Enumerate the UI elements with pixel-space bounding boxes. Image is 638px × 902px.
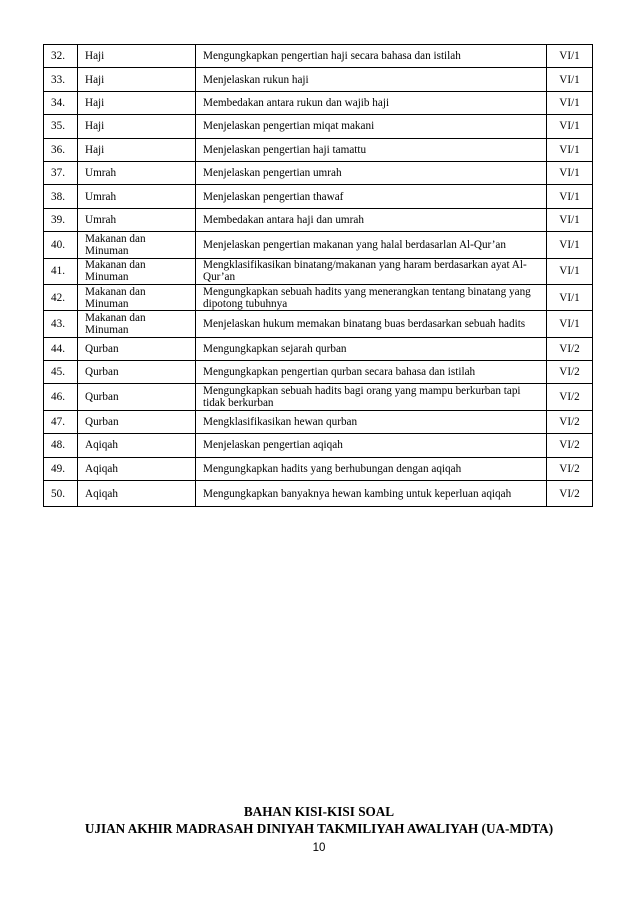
row-topic: Umrah	[78, 185, 196, 208]
table-row	[44, 258, 593, 284]
row-level: VI/1	[547, 115, 593, 138]
row-number: 33.	[44, 68, 78, 91]
row-number: 45.	[44, 361, 78, 384]
row-topic: Makanan dan Minuman	[78, 284, 196, 310]
row-indicator: Mengungkapkan sebuah hadits yang menerangkan tentang binatang yang dipotong tubuhnya	[196, 284, 547, 310]
table-row	[44, 138, 593, 161]
document-subtitle: UJIAN AKHIR MADRASAH DINIYAH TAKMILIYAH AWALIYAH (UA-MDTA)	[84, 821, 554, 836]
row-indicator: Menjelaskan hukum memakan binatang buas berdasarkan sebuah hadits	[196, 311, 547, 337]
row-number: 44.	[44, 337, 78, 360]
row-topic: Umrah	[78, 208, 196, 231]
row-number: 46.	[44, 384, 78, 410]
row-level: VI/2	[547, 410, 593, 433]
table-row	[44, 457, 593, 480]
row-number: 35.	[44, 115, 78, 138]
row-level: VI/2	[547, 384, 593, 410]
row-level: VI/1	[547, 138, 593, 161]
row-topic: Aqiqah	[78, 457, 196, 480]
row-indicator: Mengungkapkan banyaknya hewan kambing untuk keperluan aqiqah	[196, 481, 547, 507]
document-title: BAHAN KISI-KISI SOAL	[243, 804, 395, 819]
table-row	[44, 185, 593, 208]
row-indicator: Mengungkapkan sejarah qurban	[196, 337, 547, 360]
row-indicator: Membedakan antara haji dan umrah	[196, 208, 547, 231]
row-number: 42.	[44, 284, 78, 310]
table-row	[44, 45, 593, 68]
row-level: VI/1	[547, 45, 593, 68]
table-row	[44, 91, 593, 114]
row-indicator: Menjelaskan pengertian miqat makani	[196, 115, 547, 138]
row-level: VI/2	[547, 481, 593, 507]
row-topic: Haji	[78, 91, 196, 114]
row-level: VI/2	[547, 337, 593, 360]
row-level: VI/1	[547, 284, 593, 310]
row-number: 37.	[44, 161, 78, 184]
row-indicator: Menjelaskan pengertian makanan yang halal berdasarlan Al-Qur’an	[196, 232, 547, 258]
row-level: VI/1	[547, 311, 593, 337]
page-number: 10	[312, 842, 326, 854]
row-topic: Makanan dan Minuman	[78, 232, 196, 258]
row-indicator: Mengungkapkan pengertian qurban secara bahasa dan istilah	[196, 361, 547, 384]
row-indicator: Membedakan antara rukun dan wajib haji	[196, 91, 547, 114]
table-row	[44, 311, 593, 337]
table-row	[44, 115, 593, 138]
row-topic: Umrah	[78, 161, 196, 184]
row-topic: Haji	[78, 138, 196, 161]
row-level: VI/2	[547, 457, 593, 480]
row-indicator: Mengklasifikasikan hewan qurban	[196, 410, 547, 433]
table-row	[44, 232, 593, 258]
row-topic: Aqiqah	[78, 481, 196, 507]
table-row	[44, 161, 593, 184]
row-indicator: Menjelaskan pengertian aqiqah	[196, 434, 547, 457]
row-indicator: Mengungkapkan hadits yang berhubungan dengan aqiqah	[196, 457, 547, 480]
row-indicator: Mengungkapkan sebuah hadits bagi orang yang mampu berkurban tapi tidak berkurban	[196, 384, 547, 410]
kisi-kisi-table	[43, 44, 593, 507]
row-number: 49.	[44, 457, 78, 480]
row-number: 40.	[44, 232, 78, 258]
row-level: VI/1	[547, 161, 593, 184]
row-number: 38.	[44, 185, 78, 208]
row-level: VI/1	[547, 258, 593, 284]
row-number: 48.	[44, 434, 78, 457]
table-row	[44, 410, 593, 433]
table-row	[44, 361, 593, 384]
row-number: 47.	[44, 410, 78, 433]
row-topic: Qurban	[78, 384, 196, 410]
row-topic: Qurban	[78, 337, 196, 360]
row-topic: Qurban	[78, 361, 196, 384]
row-level: VI/2	[547, 434, 593, 457]
row-number: 36.	[44, 138, 78, 161]
row-number: 32.	[44, 45, 78, 68]
row-topic: Haji	[78, 68, 196, 91]
row-topic: Haji	[78, 115, 196, 138]
table-row	[44, 284, 593, 310]
row-number: 34.	[44, 91, 78, 114]
row-indicator: Mengungkapkan pengertian haji secara bahasa dan istilah	[196, 45, 547, 68]
table-row	[44, 68, 593, 91]
table-row	[44, 208, 593, 231]
table-row	[44, 337, 593, 360]
row-topic: Makanan dan Minuman	[78, 311, 196, 337]
row-level: VI/2	[547, 361, 593, 384]
row-level: VI/1	[547, 185, 593, 208]
row-indicator: Menjelaskan rukun haji	[196, 68, 547, 91]
row-indicator: Menjelaskan pengertian haji tamattu	[196, 138, 547, 161]
table-row	[44, 384, 593, 410]
table-row	[44, 481, 593, 507]
row-level: VI/1	[547, 68, 593, 91]
row-level: VI/1	[547, 91, 593, 114]
row-indicator: Menjelaskan pengertian umrah	[196, 161, 547, 184]
row-topic: Haji	[78, 45, 196, 68]
row-topic: Qurban	[78, 410, 196, 433]
row-number: 39.	[44, 208, 78, 231]
row-topic: Aqiqah	[78, 434, 196, 457]
row-number: 41.	[44, 258, 78, 284]
row-topic: Makanan dan Minuman	[78, 258, 196, 284]
row-number: 43.	[44, 311, 78, 337]
row-number: 50.	[44, 481, 78, 507]
row-indicator: Menjelaskan pengertian thawaf	[196, 185, 547, 208]
row-level: VI/1	[547, 208, 593, 231]
row-level: VI/1	[547, 232, 593, 258]
table-body	[44, 45, 593, 507]
table-row	[44, 434, 593, 457]
row-indicator: Mengklasifikasikan binatang/makanan yang haram berdasarkan ayat Al-Qur’an	[196, 258, 547, 284]
